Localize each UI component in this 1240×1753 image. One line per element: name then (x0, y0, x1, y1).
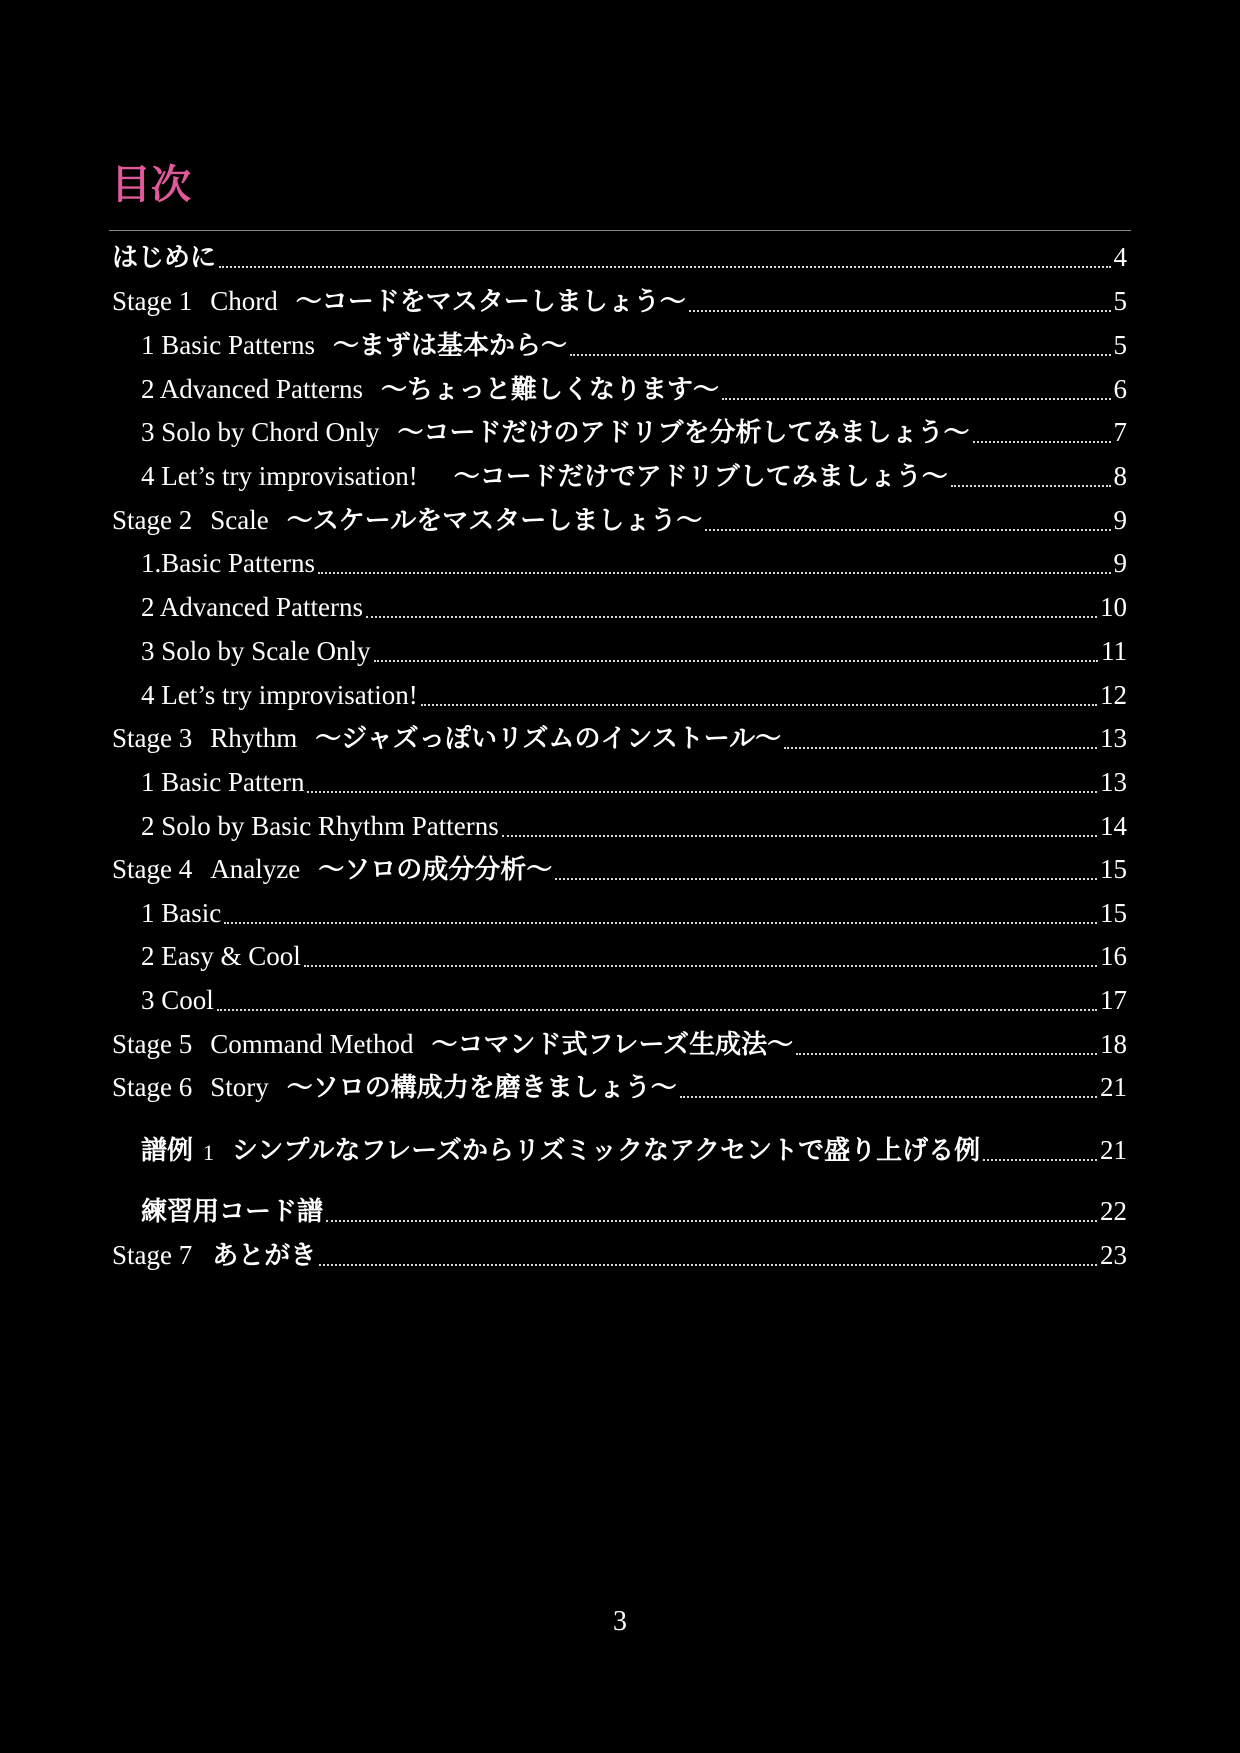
toc-entry-practice-chord-chart[interactable] (141, 1193, 1127, 1231)
page-number: 8 (1113, 461, 1127, 491)
toc-entry-stage-2-solo-by-scale[interactable] (141, 633, 1127, 671)
page-number: 22 (1100, 1196, 1127, 1226)
dot-leader (217, 1009, 1097, 1011)
entry-subtitle-jp: 〜コマンド式フレーズ生成法〜 (431, 1030, 794, 1060)
entry-number: 1 (203, 1140, 215, 1165)
page-number: 10 (1100, 592, 1127, 622)
entry-subtitle-jp: 〜まずは基本から〜 (332, 331, 567, 361)
page-number: 13 (1100, 767, 1127, 797)
toc-title: 目次 (111, 162, 191, 208)
dot-leader (421, 704, 1097, 706)
dot-leader (366, 616, 1097, 618)
page-number: 12 (1100, 680, 1127, 710)
entry-subtitle-jp: あとがき (212, 1241, 317, 1271)
toc-entry-stage-1-solo-by-chord[interactable] (141, 414, 1127, 452)
entry-subtitle-jp: 〜ソロの構成力を磨きましょう〜 (286, 1073, 677, 1103)
dot-leader (796, 1053, 1097, 1055)
entry-title-en: 3 Solo by Scale Only (141, 636, 371, 666)
toc-entry-stage-6[interactable] (112, 1069, 1127, 1107)
entry-title-en: 2 Advanced Patterns (141, 592, 363, 622)
entry-subtitle-jp: 〜ちょっと難しくなります〜 (380, 375, 719, 405)
dot-leader (224, 922, 1097, 924)
dot-leader (307, 791, 1097, 793)
entry-subtitle-jp: 〜スケールをマスターしましょう〜 (286, 506, 703, 536)
toc-entry-stage-1[interactable] (112, 283, 1127, 321)
page-footer-number: 3 (613, 1606, 627, 1637)
entry-title-en: 3 Cool (141, 985, 214, 1015)
page-number: 17 (1100, 985, 1127, 1015)
dot-leader (502, 835, 1097, 837)
entry-title-en: 1 Basic Patterns (141, 330, 315, 360)
page-number: 15 (1100, 854, 1127, 884)
entry-title-en: Scale (210, 505, 269, 535)
entry-subtitle-jp: 〜ソロの成分分析〜 (318, 855, 553, 885)
dot-leader (318, 572, 1111, 574)
page-number: 4 (1113, 242, 1127, 272)
dot-leader (555, 878, 1097, 880)
entry-subtitle-jp: シンプルなフレーズからリズミックなアクセントで盛り上げる例 (232, 1136, 981, 1166)
stage-label: Stage 5 (112, 1029, 193, 1059)
entry-title-en: Rhythm (210, 723, 298, 753)
page-number: 21 (1100, 1072, 1127, 1102)
toc-entry-stage-7[interactable] (112, 1237, 1127, 1275)
entry-title-en: 4 Let’s try improvisation! (141, 680, 418, 710)
dot-leader (219, 266, 1110, 268)
entry-title-en: 3 Solo by Chord Only (141, 417, 380, 447)
page-number: 14 (1100, 811, 1127, 841)
toc-entry-stage-2-advanced-patterns[interactable] (141, 589, 1127, 627)
toc-entry-stage-4-cool[interactable] (141, 982, 1127, 1020)
page-number: 18 (1100, 1029, 1127, 1059)
page-number: 7 (1113, 417, 1127, 447)
dot-leader (319, 1264, 1097, 1266)
dot-leader (374, 660, 1099, 662)
page-number: 21 (1100, 1135, 1127, 1165)
stage-label: Stage 4 (112, 854, 193, 884)
entry-subtitle-jp: 〜コードだけのアドリブを分析してみましょう〜 (397, 418, 970, 448)
stage-label: Stage 2 (112, 505, 193, 535)
dot-leader (973, 441, 1111, 443)
dot-leader (784, 747, 1097, 749)
page-number: 23 (1100, 1240, 1127, 1270)
dot-leader (689, 310, 1111, 312)
stage-label: Stage 1 (112, 286, 193, 316)
toc-entry-stage-5[interactable] (112, 1026, 1127, 1064)
entry-title-jp: はじめに (112, 243, 217, 273)
toc-entry-stage-1-basic-patterns[interactable] (141, 327, 1127, 365)
stage-label: Stage 7 (112, 1240, 193, 1270)
page-number: 9 (1113, 548, 1127, 578)
dot-leader (705, 529, 1110, 531)
page-number: 16 (1100, 941, 1127, 971)
entry-title-en: Analyze (210, 854, 301, 884)
entry-title-en: 1.Basic Patterns (141, 548, 315, 578)
entry-title-jp: 譜例 (141, 1136, 194, 1166)
dot-leader (304, 965, 1097, 967)
dot-leader (680, 1096, 1097, 1098)
dot-leader (722, 398, 1111, 400)
dot-leader (983, 1159, 1097, 1161)
entry-title-en: 1 Basic Pattern (141, 767, 305, 797)
entry-title-en: 2 Solo by Basic Rhythm Patterns (141, 811, 499, 841)
dot-leader (951, 485, 1111, 487)
page-number: 11 (1101, 636, 1127, 666)
toc-entry-score-example-1[interactable] (141, 1132, 1127, 1170)
entry-title-en: Chord (210, 286, 278, 316)
entry-title-en: 1 Basic (141, 898, 222, 928)
dot-leader (326, 1220, 1097, 1222)
page-number: 5 (1113, 330, 1127, 360)
entry-subtitle-jp: 〜ジャズっぽいリズムのインストール〜 (315, 724, 782, 754)
toc-entry-stage-4[interactable] (112, 851, 1127, 889)
entry-subtitle-jp: 〜コードをマスターしましょう〜 (295, 287, 686, 317)
entry-title-en: Story (210, 1072, 269, 1102)
stage-label: Stage 6 (112, 1072, 193, 1102)
entry-title-jp: 練習用コード譜 (141, 1197, 324, 1227)
toc-entry-stage-3[interactable] (112, 720, 1127, 758)
dot-leader (570, 354, 1111, 356)
page-number: 6 (1113, 374, 1127, 404)
page-number: 13 (1100, 723, 1127, 753)
toc-entry-stage-4-basic[interactable] (141, 895, 1127, 933)
entry-title-en: Command Method (210, 1029, 414, 1059)
toc-entry-stage-1-improvisation[interactable] (141, 458, 1127, 496)
entry-title-en: 2 Advanced Patterns (141, 374, 363, 404)
page-number: 9 (1113, 505, 1127, 535)
toc-entry-stage-2[interactable] (112, 502, 1127, 540)
toc-entry-stage-1-advanced-patterns[interactable] (141, 371, 1127, 409)
toc-entry-stage-4-easy-cool[interactable] (141, 938, 1127, 976)
entry-title-en: 2 Easy & Cool (141, 941, 301, 971)
toc-entry-stage-2-improvisation[interactable] (141, 677, 1127, 715)
entry-title-en: 4 Let’s try improvisation! (141, 461, 418, 491)
page-number: 15 (1100, 898, 1127, 928)
page-number: 5 (1113, 286, 1127, 316)
stage-label: Stage 3 (112, 723, 193, 753)
toc-entry-stage-2-basic-patterns[interactable] (141, 545, 1127, 583)
toc-entry-stage-3-solo-by-rhythm[interactable] (141, 808, 1127, 846)
entry-subtitle-jp: 〜コードだけでアドリブしてみましょう〜 (453, 462, 948, 492)
toc-entry-introduction[interactable] (112, 239, 1127, 277)
toc-entry-stage-3-basic-pattern[interactable] (141, 764, 1127, 802)
